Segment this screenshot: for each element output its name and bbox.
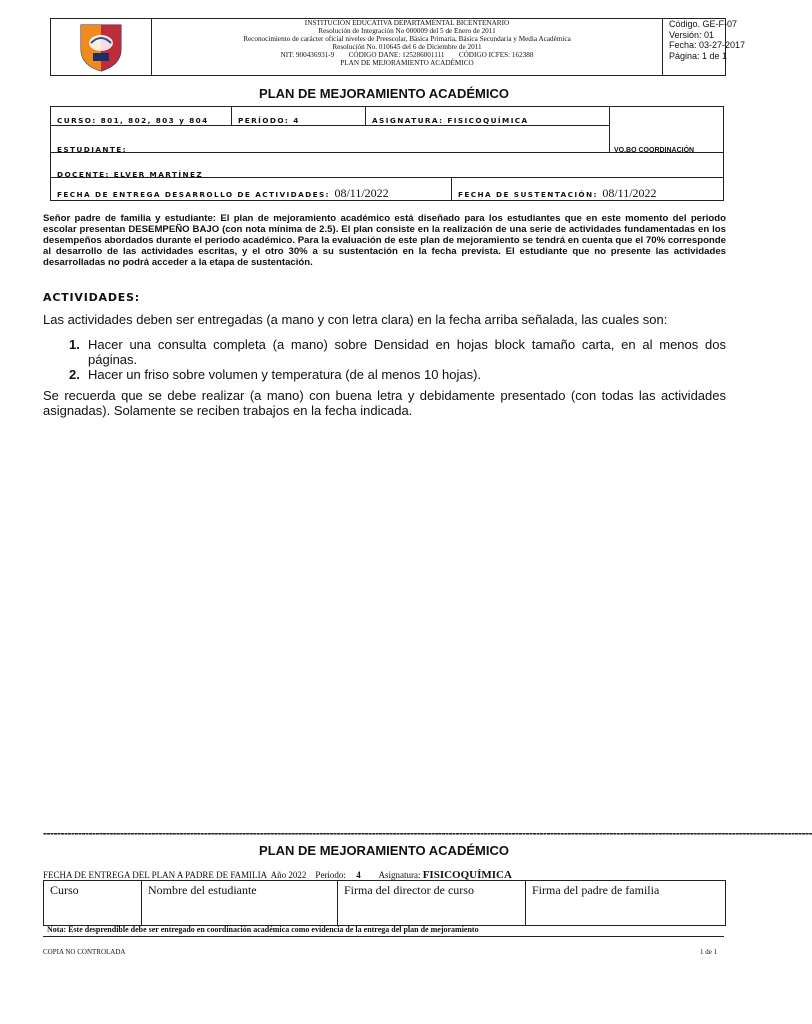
defense-date-label: FECHA DE SUSTENTACIÓN:: [458, 190, 598, 199]
slip-column-director-signature[interactable]: [338, 881, 526, 925]
slip-column-parent-signature[interactable]: [526, 881, 725, 925]
student-cell[interactable]: [50, 125, 610, 153]
activities-list: [43, 337, 726, 382]
item-text: Hacer una consulta completa (a mano) sobre Densidad en hojas block tamaño carta, en al menos dos páginas.: [88, 337, 726, 367]
resolution-number: Resolución No. 010645 del 6 de Diciembre de 2011: [332, 43, 482, 51]
student-label: ESTUDIANTE:: [57, 145, 127, 154]
period-cell: [231, 106, 366, 126]
slip-note: Nota: Este desprendible debe ser entregado en coordinación académica como evidencia de la entrega del plan de mejoramiento: [43, 924, 724, 937]
list-item: [43, 337, 726, 367]
subject-label: ASIGNATURA: FISICOQUÍMICA: [372, 116, 529, 125]
item-number: 1.: [69, 337, 80, 352]
plan-form: [50, 106, 724, 201]
delivery-date-cell: [50, 177, 452, 201]
institution-codes: NIT: 900436931-9 CÓDIGO DANE: 125286001111 CÓDIGO ICFES: 162388: [280, 51, 534, 59]
doc-version: Versión: 01: [669, 29, 715, 40]
teacher-label: DOCENTE: ELVER MARTÍNEZ: [57, 170, 204, 179]
intro-paragraph: Señor padre de familia y estudiante: El plan de mejoramiento académico está diseñado para los estudiantes que en este momento del periodo escolar presentan DESEMPEÑO BAJO (con nota mínima de 2.5). El plan consiste en la realización de una serie de actividades fundamentadas en los desempeños abordados durante el periodo académico. Para la evaluación de este plan de mejoramiento se tendrá en cuenta que el 70% corresponde al desarrollo de las actividades escritas, y el otro 30% a su sustentación en la fecha prevista. El estudiante que no presente las actividades desarrolladas no podrá acceder a la etapa de sustentación.: [43, 213, 726, 268]
institution-name: INSTITUCIÓN EDUCATIVA DEPARTAMENTAL BICENTENARIO: [304, 19, 510, 27]
column-header: Firma del padre de familia: [532, 883, 660, 897]
subject-cell: [365, 106, 610, 126]
recognition-text: Reconocimiento de carácter oficial niveles de Preescolar, Básica Primaria, Básica Secundaria y Media Académica: [243, 35, 571, 43]
course-label: CURSO: 801, 802, 803 y 804: [57, 116, 209, 125]
activities-intro: Las actividades deben ser entregadas (a mano y con letra clara) en la fecha arriba señalada, las cuales son:: [43, 312, 668, 327]
document-header: [50, 18, 746, 76]
slip-title: PLAN DE MEJORAMIENTO ACADÉMICO: [259, 843, 509, 858]
column-header: Firma del director de curso: [344, 883, 474, 897]
item-number: 2.: [69, 367, 80, 382]
footer-page-number: 1 de 1: [700, 948, 718, 956]
vobo-cell: [609, 106, 724, 153]
integration-resolution: Resolución de Integración No 000009 del 5 de Enero de 2011: [318, 27, 496, 35]
slip-subject-value: FISICOQUÍMICA: [422, 869, 512, 881]
logo-cell: [51, 19, 152, 75]
document-meta: [663, 19, 746, 75]
delivery-date-value: 08/11/2022: [334, 186, 389, 200]
document-name: PLAN DE MEJORAMIENTO ACADÉMICO: [340, 59, 474, 67]
closing-paragraph: Se recuerda que se debe realizar (a mano) con buena letra y debidamente presentado (con todas las actividades asignadas). Solamente se reciben trabajos en la fecha indicada.: [43, 388, 726, 418]
doc-page: Página: 1 de 1: [669, 50, 728, 61]
slip-column-student[interactable]: [142, 881, 338, 925]
slip-table: [43, 880, 726, 926]
slip-column-course[interactable]: [44, 881, 142, 925]
slip-period-value: 4: [356, 870, 361, 880]
activities-heading: ACTIVIDADES:: [43, 291, 140, 304]
column-header: Nombre del estudiante: [148, 883, 257, 897]
defense-date-value: 08/11/2022: [602, 186, 657, 200]
item-text: Hacer un friso sobre volumen y temperatura (de al menos 10 hojas).: [88, 367, 482, 382]
teacher-cell: [50, 152, 724, 178]
school-shield-logo: [51, 19, 151, 75]
institution-info: [152, 19, 663, 75]
doc-code: Código. GE-F-07: [669, 19, 738, 29]
slip-subject-label: Asignatura:: [378, 870, 421, 880]
vobo-label: VO.BO COORDINACIÓN: [614, 147, 695, 154]
slip-line-prefix: FECHA DE ENTREGA DEL PLAN A PADRE DE FAMILIA Año 2022 Periodo:: [43, 870, 346, 880]
cut-line: ----------------------------------------------------------------------------------------------------------------------------------------------------------------------------------------------------------------------------: [43, 826, 812, 840]
doc-date: Fecha: 03-27-2017: [669, 40, 746, 50]
delivery-date-label: FECHA DE ENTREGA DESARROLLO DE ACTIVIDADES:: [57, 190, 330, 199]
defense-date-cell: [451, 177, 724, 201]
footer-copy-status: COPIA NO CONTROLADA: [43, 948, 126, 956]
period-label: PERÍODO: 4: [238, 116, 300, 125]
list-item: [43, 367, 726, 382]
column-header: Curso: [50, 883, 79, 897]
page-title: PLAN DE MEJORAMIENTO ACADÉMICO: [259, 86, 509, 101]
course-cell: [50, 106, 232, 126]
